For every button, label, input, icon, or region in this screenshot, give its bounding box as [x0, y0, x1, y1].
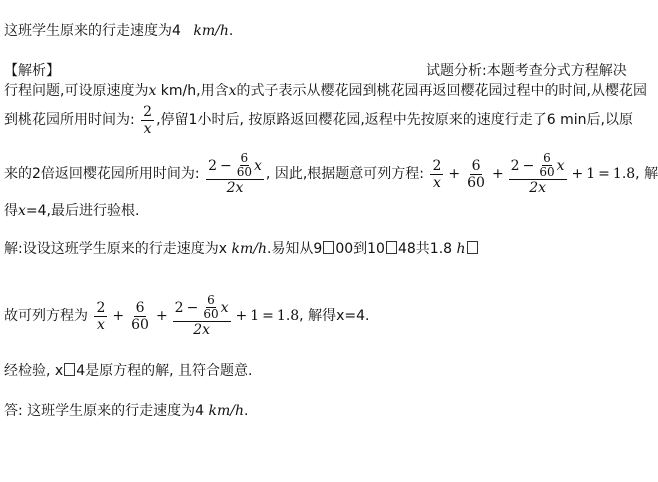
- variable-x: x: [148, 83, 157, 99]
- math-denominator: 2x: [193, 322, 210, 338]
- missing-glyph-box: [323, 241, 334, 254]
- analysis-text: 得: [4, 203, 18, 219]
- math-operator: −: [220, 157, 232, 174]
- math-number: 6: [240, 151, 249, 165]
- analysis-text: =4,最后进行验根.: [25, 203, 140, 219]
- math-operator: +: [571, 166, 584, 182]
- solution-line-4: [4, 402, 248, 420]
- math-operator: +: [235, 308, 248, 324]
- solution-line-2: [4, 290, 369, 342]
- analysis-line-2: [4, 82, 647, 100]
- math-number: 6: [543, 151, 551, 165]
- math-number: 60: [539, 165, 555, 179]
- equation: [92, 290, 299, 342]
- top-answer-period: .: [228, 23, 234, 39]
- unit-kmh: km/h: [208, 403, 245, 419]
- analysis-line-5: [4, 202, 139, 220]
- variable-x: x: [220, 299, 229, 316]
- fraction-2-over-x: [139, 104, 156, 137]
- analysis-line-4: [4, 148, 658, 200]
- equation: [428, 148, 635, 200]
- solution-text: 经检验, x: [4, 363, 64, 379]
- analysis-text: , 解: [635, 166, 658, 182]
- math-operator: +: [491, 166, 504, 182]
- analysis-text: 行程问题,可设原速度为: [4, 83, 149, 99]
- math-number: 1.8: [612, 166, 636, 182]
- math-operator: −: [522, 157, 535, 174]
- math-denominator: 2x: [529, 180, 546, 196]
- analysis-line-3: [4, 102, 633, 138]
- analysis-text: 来的2倍返回樱花园所用时间为:: [4, 166, 200, 182]
- math-number: 6: [207, 293, 215, 307]
- missing-glyph-box: [467, 241, 478, 254]
- solution-text: 00到10: [335, 241, 385, 257]
- math-number: 60: [236, 165, 253, 179]
- variable-x: x: [18, 203, 26, 219]
- variable-x: x: [432, 174, 441, 191]
- math-number: 1: [250, 308, 260, 324]
- missing-glyph-box: [386, 241, 397, 254]
- math-number: 2: [174, 299, 184, 316]
- math-number: 1: [586, 166, 596, 182]
- top-answer-line: [4, 22, 233, 40]
- math-number: 60: [467, 174, 485, 191]
- math-number: 2: [96, 299, 106, 316]
- math-number: 60: [131, 316, 149, 333]
- math-operator: +: [155, 308, 168, 324]
- unit-kmh: km/h: [231, 241, 267, 257]
- solution-text: .易知从9: [266, 241, 323, 257]
- analysis-text: 到桃花园所用时间为:: [4, 112, 135, 128]
- missing-glyph-box: [64, 363, 75, 376]
- fraction-denominator: x: [143, 120, 152, 137]
- analysis-text: km/h,用含: [156, 83, 229, 99]
- solution-text: 解:设设这班学生原来的行走速度为x: [4, 241, 228, 257]
- return-time-fraction: [204, 152, 266, 196]
- solution-text: .: [244, 403, 249, 419]
- math-number: 6: [135, 299, 145, 316]
- solution-line-1: [4, 240, 479, 258]
- fraction-numerator: 2: [143, 103, 153, 120]
- top-answer-text: 这班学生原来的行走速度为4: [4, 23, 181, 39]
- math-operator: +: [448, 166, 461, 182]
- variable-x: x: [556, 157, 565, 174]
- math-number: 1.8: [276, 308, 300, 324]
- solution-text: 4是原方程的解, 且符合题意.: [76, 363, 253, 379]
- math-number: 2: [510, 157, 520, 174]
- math-operator: −: [186, 299, 199, 316]
- variable-x: x: [96, 316, 105, 333]
- math-operator: +: [112, 308, 125, 324]
- solution-text: 答: 这班学生原来的行走速度为4: [4, 403, 205, 419]
- analysis-text: , 因此,根据题意可列方程:: [265, 166, 424, 182]
- math-number: 60: [203, 307, 219, 321]
- solution-line-3: [4, 362, 252, 380]
- solution-text: 48共1.8: [397, 241, 453, 257]
- solution-text: 故可列方程为: [4, 308, 88, 324]
- math-operator: =: [598, 166, 610, 182]
- analysis-header: 【解析】: [4, 63, 60, 79]
- unit-h: h: [456, 241, 466, 257]
- analysis-text: 的式子表示从樱花园到桃花园再返回樱花园过程中的时间,从樱花园: [236, 83, 647, 99]
- math-number: 2: [208, 157, 217, 174]
- variable-x: x: [228, 83, 237, 99]
- math-operator: =: [262, 308, 274, 324]
- math-number: 2: [432, 157, 442, 174]
- top-answer-unit: km/h: [193, 23, 229, 39]
- math-number: 6: [471, 157, 481, 174]
- math-denominator: 2x: [226, 180, 244, 196]
- solution-text: , 解得x=4.: [299, 308, 370, 324]
- variable-x: x: [254, 157, 262, 174]
- analysis-right-note: 试题分析:本题考查分式方程解决: [426, 63, 627, 79]
- analysis-text: ,停留1小时后, 按原路返回樱花园,返程中先按原来的速度行走了6 min后,以原: [156, 112, 634, 128]
